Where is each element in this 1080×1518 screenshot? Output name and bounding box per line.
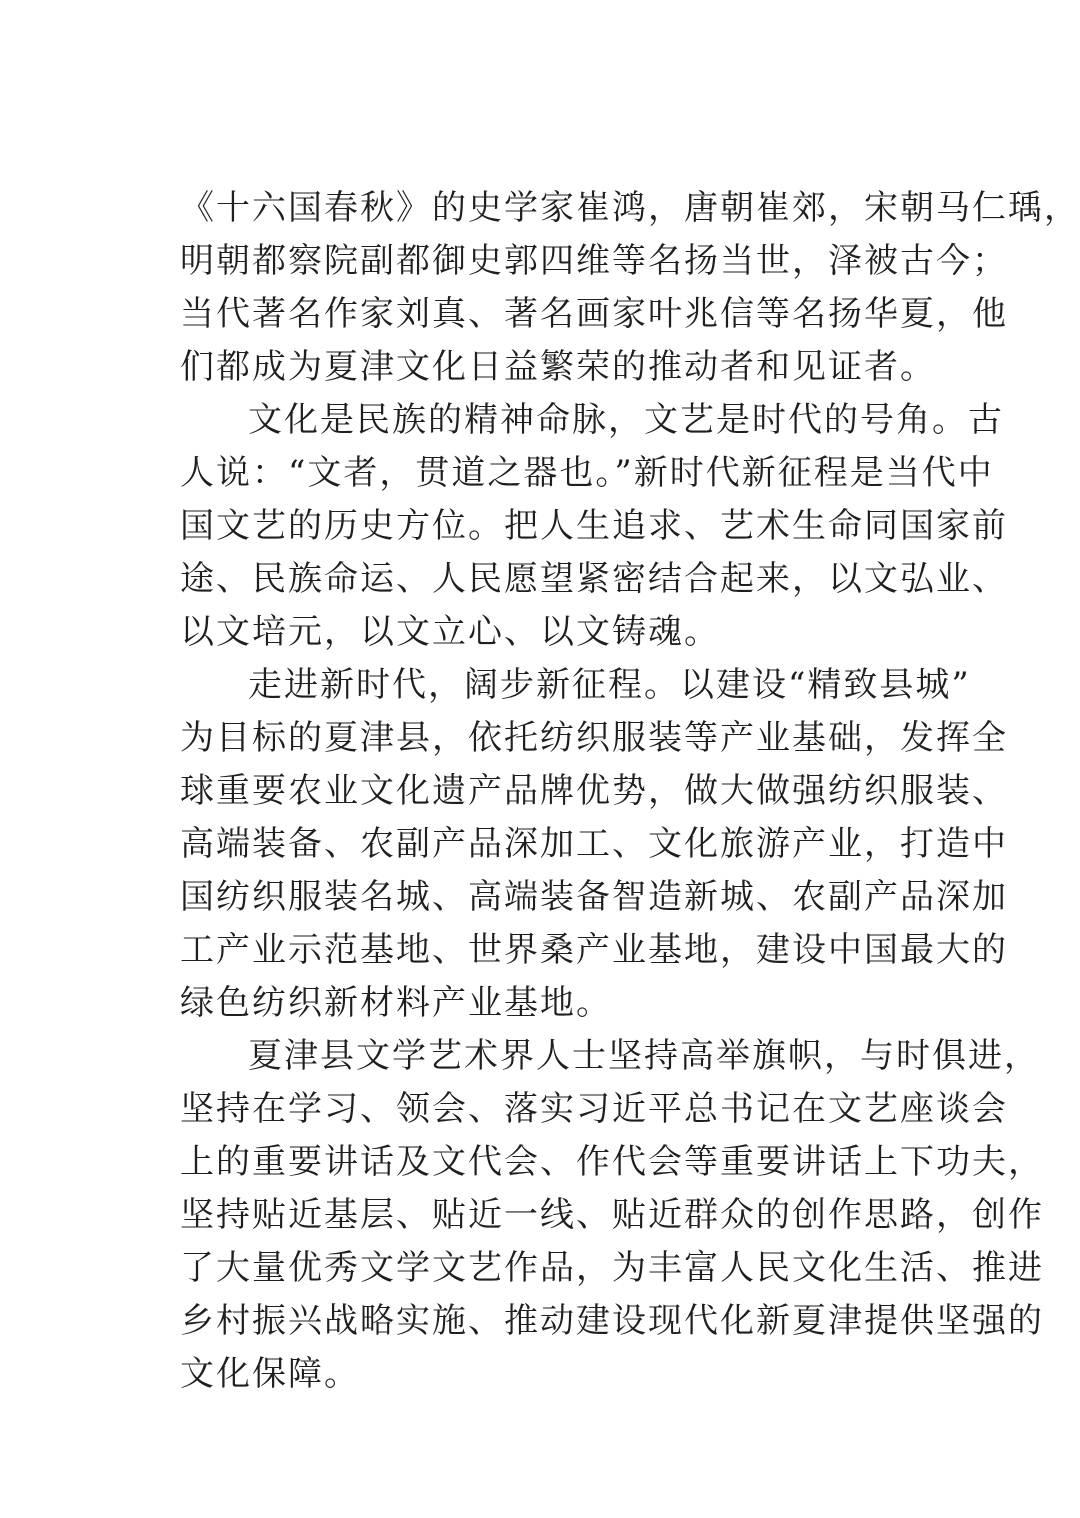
text-line: 国文艺的历史方位。把人生追求、艺术生命同国家前 <box>180 506 1008 546</box>
text-line: 坚持贴近基层、贴近一线、贴近群众的创作思路，创作 <box>180 1195 1044 1235</box>
text-line: 人说：“文者，贯道之器也。”新时代新征程是当代中 <box>180 453 994 493</box>
text-line: 了大量优秀文学文艺作品，为丰富人民文化生活、推进 <box>180 1248 1044 1288</box>
text-line: 乡村振兴战略实施、推动建设现代化新夏津提供坚强的 <box>180 1301 1044 1341</box>
text-line: 《十六国春秋》的史学家崔鸿，唐朝崔郊，宋朝马仁瑀， <box>180 188 1080 228</box>
text-line: 绿色纺织新材料产业基地。 <box>180 983 612 1023</box>
text-line: 文化保障。 <box>180 1354 360 1394</box>
text-line: 工产业示范基地、世界桑产业基地，建设中国最大的 <box>180 930 1008 970</box>
text-line: 上的重要讲话及文代会、作代会等重要讲话上下功夫， <box>180 1142 1044 1182</box>
text-line: 明朝都察院副都御史郭四维等名扬当世，泽被古今； <box>180 241 1008 281</box>
text-line: 高端装备、农副产品深加工、文化旅游产业，打造中 <box>180 824 1008 864</box>
text-line: 夏津县文学艺术界人士坚持高举旗帜，与时俱进， <box>248 1036 1040 1076</box>
text-line: 以文培元，以文立心、以文铸魂。 <box>180 612 720 652</box>
text-line: 途、民族命运、人民愿望紧密结合起来，以文弘业、 <box>180 559 1008 599</box>
text-line: 国纺织服装名城、高端装备智造新城、农副产品深加 <box>180 877 1008 917</box>
text-line: 坚持在学习、领会、落实习近平总书记在文艺座谈会 <box>180 1089 1008 1129</box>
body-text <box>180 182 1080 1401</box>
text-line: 走进新时代，阔步新征程。以建设“精致县城” <box>248 665 971 705</box>
text-line: 球重要农业文化遗产品牌优势，做大做强纺织服装、 <box>180 771 1008 811</box>
text-line: 当代著名作家刘真、著名画家叶兆信等名扬华夏，他 <box>180 294 1008 334</box>
text-line: 为目标的夏津县，依托纺织服装等产业基础，发挥全 <box>180 718 1008 758</box>
text-line: 们都成为夏津文化日益繁荣的推动者和见证者。 <box>180 347 936 387</box>
text-line: 文化是民族的精神命脉，文艺是时代的号角。古 <box>248 400 1004 440</box>
